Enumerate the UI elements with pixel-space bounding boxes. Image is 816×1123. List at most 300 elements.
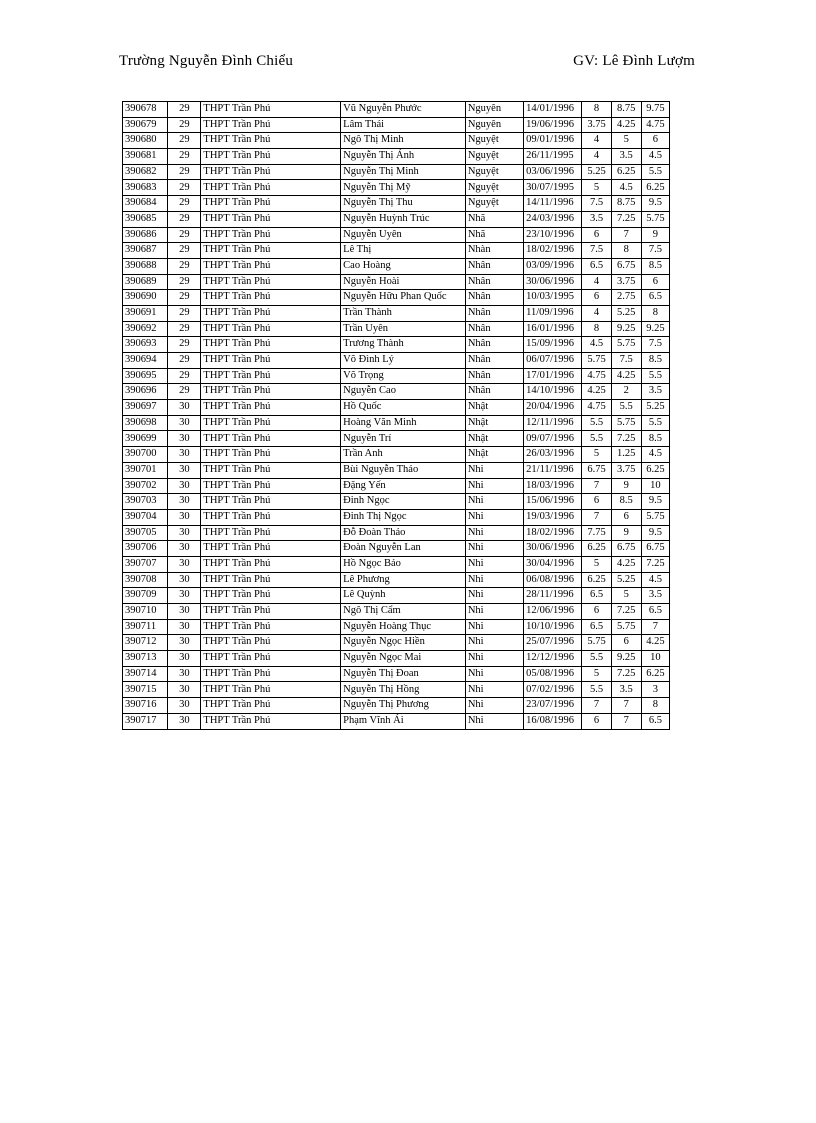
room-cell: 30	[168, 572, 201, 588]
table-row	[123, 321, 670, 337]
score-3-cell: 4.75	[641, 117, 669, 133]
surname-cell: Trần Thành	[341, 305, 466, 321]
birthdate-cell: 17/01/1996	[524, 368, 582, 384]
school-cell: THPT Trần Phú	[201, 588, 341, 604]
score-2-cell: 5.75	[611, 415, 641, 431]
score-1-cell: 7.5	[582, 196, 611, 212]
table-row	[123, 666, 670, 682]
room-cell: 29	[168, 117, 201, 133]
student-id-cell: 390701	[123, 462, 168, 478]
score-2-cell: 5.75	[611, 619, 641, 635]
table-row	[123, 415, 670, 431]
table-row	[123, 353, 670, 369]
student-id-cell: 390708	[123, 572, 168, 588]
surname-cell: Nguyễn Thị Phương	[341, 698, 466, 714]
birthdate-cell: 24/03/1996	[524, 211, 582, 227]
table-row	[123, 509, 670, 525]
given-name-cell: Nhi	[465, 572, 523, 588]
score-2-cell: 9	[611, 525, 641, 541]
score-1-cell: 3.5	[582, 211, 611, 227]
score-1-cell: 6	[582, 713, 611, 729]
table-row	[123, 133, 670, 149]
school-cell: THPT Trần Phú	[201, 462, 341, 478]
student-id-cell: 390698	[123, 415, 168, 431]
score-3-cell: 9.5	[641, 494, 669, 510]
score-1-cell: 5.5	[582, 651, 611, 667]
given-name-cell: Nguyên	[465, 117, 523, 133]
table-row	[123, 227, 670, 243]
score-3-cell: 8.5	[641, 431, 669, 447]
birthdate-cell: 14/01/1996	[524, 102, 582, 118]
surname-cell: Đinh Ngọc	[341, 494, 466, 510]
birthdate-cell: 09/07/1996	[524, 431, 582, 447]
given-name-cell: Nguyên	[465, 102, 523, 118]
birthdate-cell: 03/06/1996	[524, 164, 582, 180]
birthdate-cell: 19/06/1996	[524, 117, 582, 133]
school-cell: THPT Trần Phú	[201, 635, 341, 651]
given-name-cell: Nhân	[465, 384, 523, 400]
room-cell: 30	[168, 604, 201, 620]
birthdate-cell: 03/09/1996	[524, 258, 582, 274]
birthdate-cell: 25/07/1996	[524, 635, 582, 651]
score-3-cell: 5.75	[641, 211, 669, 227]
school-cell: THPT Trần Phú	[201, 164, 341, 180]
score-2-cell: 7.25	[611, 211, 641, 227]
table-row	[123, 243, 670, 259]
student-id-cell: 390717	[123, 713, 168, 729]
surname-cell: Lê Quỳnh	[341, 588, 466, 604]
score-1-cell: 8	[582, 102, 611, 118]
school-cell: THPT Trần Phú	[201, 572, 341, 588]
table-row	[123, 713, 670, 729]
score-2-cell: 6	[611, 509, 641, 525]
room-cell: 29	[168, 274, 201, 290]
score-1-cell: 5	[582, 180, 611, 196]
birthdate-cell: 16/01/1996	[524, 321, 582, 337]
room-cell: 30	[168, 431, 201, 447]
score-3-cell: 5.25	[641, 400, 669, 416]
surname-cell: Nguyễn Uyên	[341, 227, 466, 243]
school-cell: THPT Trần Phú	[201, 227, 341, 243]
table-row	[123, 635, 670, 651]
score-3-cell: 4.5	[641, 572, 669, 588]
score-3-cell: 6.5	[641, 713, 669, 729]
student-id-cell: 390709	[123, 588, 168, 604]
score-2-cell: 3.5	[611, 682, 641, 698]
score-3-cell: 7.5	[641, 243, 669, 259]
score-1-cell: 3.75	[582, 117, 611, 133]
student-id-cell: 390680	[123, 133, 168, 149]
school-cell: THPT Trần Phú	[201, 368, 341, 384]
school-cell: THPT Trần Phú	[201, 290, 341, 306]
school-cell: THPT Trần Phú	[201, 619, 341, 635]
score-2-cell: 7.25	[611, 431, 641, 447]
score-1-cell: 4.5	[582, 337, 611, 353]
score-1-cell: 4	[582, 133, 611, 149]
student-id-cell: 390681	[123, 149, 168, 165]
birthdate-cell: 15/06/1996	[524, 494, 582, 510]
room-cell: 29	[168, 258, 201, 274]
score-3-cell: 6.25	[641, 462, 669, 478]
room-cell: 29	[168, 149, 201, 165]
given-name-cell: Nhi	[465, 462, 523, 478]
score-3-cell: 8.5	[641, 353, 669, 369]
score-3-cell: 10	[641, 651, 669, 667]
student-score-table	[122, 101, 670, 730]
given-name-cell: Nhi	[465, 604, 523, 620]
given-name-cell: Nhật	[465, 415, 523, 431]
surname-cell: Nguyễn Thị Hồng	[341, 682, 466, 698]
table-row	[123, 400, 670, 416]
room-cell: 29	[168, 321, 201, 337]
table-row	[123, 149, 670, 165]
school-cell: THPT Trần Phú	[201, 478, 341, 494]
surname-cell: Lê Thị	[341, 243, 466, 259]
score-2-cell: 5	[611, 133, 641, 149]
room-cell: 30	[168, 525, 201, 541]
score-2-cell: 6	[611, 635, 641, 651]
score-2-cell: 3.75	[611, 462, 641, 478]
score-3-cell: 7	[641, 619, 669, 635]
school-cell: THPT Trần Phú	[201, 415, 341, 431]
score-2-cell: 2	[611, 384, 641, 400]
student-id-cell: 390706	[123, 541, 168, 557]
room-cell: 29	[168, 164, 201, 180]
score-1-cell: 6.25	[582, 572, 611, 588]
given-name-cell: Nhật	[465, 400, 523, 416]
birthdate-cell: 05/08/1996	[524, 666, 582, 682]
score-3-cell: 3	[641, 682, 669, 698]
birthdate-cell: 30/06/1996	[524, 274, 582, 290]
room-cell: 29	[168, 353, 201, 369]
score-1-cell: 7	[582, 698, 611, 714]
given-name-cell: Nhi	[465, 478, 523, 494]
given-name-cell: Nhi	[465, 588, 523, 604]
score-2-cell: 7.25	[611, 666, 641, 682]
school-cell: THPT Trần Phú	[201, 274, 341, 290]
school-cell: THPT Trần Phú	[201, 211, 341, 227]
score-1-cell: 5.5	[582, 431, 611, 447]
surname-cell: Võ Trọng	[341, 368, 466, 384]
birthdate-cell: 23/07/1996	[524, 698, 582, 714]
given-name-cell: Nguyệt	[465, 164, 523, 180]
table-row	[123, 604, 670, 620]
score-1-cell: 4.75	[582, 368, 611, 384]
birthdate-cell: 14/10/1996	[524, 384, 582, 400]
room-cell: 29	[168, 305, 201, 321]
given-name-cell: Nhã	[465, 227, 523, 243]
school-cell: THPT Trần Phú	[201, 243, 341, 259]
score-3-cell: 9.75	[641, 102, 669, 118]
birthdate-cell: 10/10/1996	[524, 619, 582, 635]
table-row	[123, 258, 670, 274]
score-3-cell: 9.25	[641, 321, 669, 337]
score-2-cell: 5.25	[611, 305, 641, 321]
table-row	[123, 494, 670, 510]
student-id-cell: 390684	[123, 196, 168, 212]
school-header: Trường Nguyễn Đình Chiểu	[119, 53, 294, 69]
score-2-cell: 7.5	[611, 353, 641, 369]
birthdate-cell: 18/02/1996	[524, 525, 582, 541]
school-cell: THPT Trần Phú	[201, 305, 341, 321]
given-name-cell: Nhi	[465, 509, 523, 525]
birthdate-cell: 20/04/1996	[524, 400, 582, 416]
given-name-cell: Nhi	[465, 666, 523, 682]
given-name-cell: Nhân	[465, 290, 523, 306]
score-2-cell: 3.5	[611, 149, 641, 165]
school-cell: THPT Trần Phú	[201, 431, 341, 447]
student-id-cell: 390690	[123, 290, 168, 306]
score-1-cell: 7	[582, 478, 611, 494]
given-name-cell: Nhân	[465, 337, 523, 353]
score-2-cell: 2.75	[611, 290, 641, 306]
score-3-cell: 6	[641, 274, 669, 290]
student-id-cell: 390700	[123, 447, 168, 463]
given-name-cell: Nhi	[465, 651, 523, 667]
student-id-cell: 390705	[123, 525, 168, 541]
given-name-cell: Nhã	[465, 211, 523, 227]
score-2-cell: 4.25	[611, 556, 641, 572]
table-row	[123, 478, 670, 494]
student-id-cell: 390707	[123, 556, 168, 572]
score-2-cell: 9.25	[611, 651, 641, 667]
table-row	[123, 164, 670, 180]
given-name-cell: Nhi	[465, 556, 523, 572]
room-cell: 29	[168, 290, 201, 306]
score-3-cell: 4.5	[641, 149, 669, 165]
school-cell: THPT Trần Phú	[201, 196, 341, 212]
score-3-cell: 5.5	[641, 368, 669, 384]
surname-cell: Nguyễn Cao	[341, 384, 466, 400]
score-3-cell: 9	[641, 227, 669, 243]
given-name-cell: Nguyệt	[465, 133, 523, 149]
room-cell: 29	[168, 384, 201, 400]
school-cell: THPT Trần Phú	[201, 133, 341, 149]
surname-cell: Đinh Thị Ngọc	[341, 509, 466, 525]
score-2-cell: 7	[611, 227, 641, 243]
birthdate-cell: 12/11/1996	[524, 415, 582, 431]
score-2-cell: 5.5	[611, 400, 641, 416]
student-id-cell: 390687	[123, 243, 168, 259]
student-id-cell: 390686	[123, 227, 168, 243]
school-cell: THPT Trần Phú	[201, 384, 341, 400]
room-cell: 30	[168, 556, 201, 572]
birthdate-cell: 07/02/1996	[524, 682, 582, 698]
birthdate-cell: 23/10/1996	[524, 227, 582, 243]
score-2-cell: 5	[611, 588, 641, 604]
student-id-cell: 390713	[123, 651, 168, 667]
score-1-cell: 5	[582, 447, 611, 463]
table-row	[123, 572, 670, 588]
school-cell: THPT Trần Phú	[201, 180, 341, 196]
table-row	[123, 117, 670, 133]
surname-cell: Nguyễn Thị Ánh	[341, 149, 466, 165]
table-row	[123, 698, 670, 714]
room-cell: 30	[168, 400, 201, 416]
birthdate-cell: 30/07/1995	[524, 180, 582, 196]
surname-cell: Nguyễn Thị Mỹ	[341, 180, 466, 196]
surname-cell: Nguyễn Hữu Phan Quốc	[341, 290, 466, 306]
score-2-cell: 5.75	[611, 337, 641, 353]
given-name-cell: Nhi	[465, 619, 523, 635]
surname-cell: Phạm Vĩnh Ái	[341, 713, 466, 729]
given-name-cell: Nguyệt	[465, 149, 523, 165]
table-row	[123, 196, 670, 212]
score-3-cell: 5.5	[641, 164, 669, 180]
score-3-cell: 6.25	[641, 666, 669, 682]
school-cell: THPT Trần Phú	[201, 447, 341, 463]
score-1-cell: 6	[582, 494, 611, 510]
given-name-cell: Nhi	[465, 698, 523, 714]
score-3-cell: 9.5	[641, 525, 669, 541]
table-row	[123, 588, 670, 604]
score-2-cell: 9.25	[611, 321, 641, 337]
room-cell: 29	[168, 133, 201, 149]
table-row	[123, 619, 670, 635]
surname-cell: Nguyễn Hoàng Thục	[341, 619, 466, 635]
given-name-cell: Nhi	[465, 635, 523, 651]
birthdate-cell: 11/09/1996	[524, 305, 582, 321]
table-row	[123, 431, 670, 447]
score-1-cell: 4.25	[582, 384, 611, 400]
surname-cell: Bùi Nguyễn Thảo	[341, 462, 466, 478]
score-1-cell: 6.25	[582, 541, 611, 557]
room-cell: 30	[168, 462, 201, 478]
student-id-cell: 390697	[123, 400, 168, 416]
student-id-cell: 390693	[123, 337, 168, 353]
birthdate-cell: 06/08/1996	[524, 572, 582, 588]
room-cell: 30	[168, 713, 201, 729]
surname-cell: Nguyễn Huỳnh Trúc	[341, 211, 466, 227]
birthdate-cell: 18/02/1996	[524, 243, 582, 259]
score-1-cell: 6	[582, 290, 611, 306]
room-cell: 30	[168, 682, 201, 698]
score-3-cell: 10	[641, 478, 669, 494]
score-3-cell: 9.5	[641, 196, 669, 212]
birthdate-cell: 12/06/1996	[524, 604, 582, 620]
score-3-cell: 5.75	[641, 509, 669, 525]
birthdate-cell: 26/11/1995	[524, 149, 582, 165]
surname-cell: Nguyễn Trí	[341, 431, 466, 447]
score-2-cell: 5.25	[611, 572, 641, 588]
score-3-cell: 5.5	[641, 415, 669, 431]
given-name-cell: Nhật	[465, 447, 523, 463]
score-1-cell: 6.5	[582, 588, 611, 604]
room-cell: 30	[168, 415, 201, 431]
student-id-cell: 390696	[123, 384, 168, 400]
room-cell: 30	[168, 541, 201, 557]
birthdate-cell: 28/11/1996	[524, 588, 582, 604]
given-name-cell: Nguyệt	[465, 180, 523, 196]
surname-cell: Nguyễn Thị Minh	[341, 164, 466, 180]
surname-cell: Đỗ Đoàn Thảo	[341, 525, 466, 541]
room-cell: 30	[168, 698, 201, 714]
table-row	[123, 651, 670, 667]
birthdate-cell: 09/01/1996	[524, 133, 582, 149]
room-cell: 30	[168, 666, 201, 682]
score-1-cell: 5	[582, 666, 611, 682]
surname-cell: Hồ Quốc	[341, 400, 466, 416]
score-2-cell: 8	[611, 243, 641, 259]
birthdate-cell: 19/03/1996	[524, 509, 582, 525]
table-row	[123, 462, 670, 478]
given-name-cell: Nhân	[465, 258, 523, 274]
school-cell: THPT Trần Phú	[201, 400, 341, 416]
given-name-cell: Nhi	[465, 682, 523, 698]
teacher-header: GV: Lê Đình Lượm	[573, 53, 695, 69]
school-cell: THPT Trần Phú	[201, 651, 341, 667]
score-3-cell: 6.75	[641, 541, 669, 557]
birthdate-cell: 18/03/1996	[524, 478, 582, 494]
score-2-cell: 7	[611, 698, 641, 714]
surname-cell: Trần Uyên	[341, 321, 466, 337]
given-name-cell: Nhân	[465, 305, 523, 321]
school-cell: THPT Trần Phú	[201, 666, 341, 682]
table-row	[123, 556, 670, 572]
surname-cell: Hoàng Văn Minh	[341, 415, 466, 431]
school-cell: THPT Trần Phú	[201, 682, 341, 698]
room-cell: 30	[168, 509, 201, 525]
room-cell: 29	[168, 227, 201, 243]
table-row	[123, 541, 670, 557]
student-id-cell: 390702	[123, 478, 168, 494]
score-3-cell: 7.25	[641, 556, 669, 572]
school-cell: THPT Trần Phú	[201, 102, 341, 118]
score-1-cell: 5.25	[582, 164, 611, 180]
school-cell: THPT Trần Phú	[201, 117, 341, 133]
room-cell: 29	[168, 211, 201, 227]
surname-cell: Cao Hoàng	[341, 258, 466, 274]
student-id-cell: 390704	[123, 509, 168, 525]
score-1-cell: 6.5	[582, 619, 611, 635]
student-id-cell: 390694	[123, 353, 168, 369]
school-cell: THPT Trần Phú	[201, 556, 341, 572]
given-name-cell: Nguyệt	[465, 196, 523, 212]
surname-cell: Nguyễn Thị Thu	[341, 196, 466, 212]
student-id-cell: 390716	[123, 698, 168, 714]
room-cell: 30	[168, 651, 201, 667]
given-name-cell: Nhi	[465, 494, 523, 510]
student-id-cell: 390699	[123, 431, 168, 447]
score-2-cell: 4.5	[611, 180, 641, 196]
room-cell: 30	[168, 494, 201, 510]
score-1-cell: 5.75	[582, 353, 611, 369]
given-name-cell: Nhân	[465, 321, 523, 337]
score-3-cell: 6.5	[641, 290, 669, 306]
room-cell: 30	[168, 619, 201, 635]
school-cell: THPT Trần Phú	[201, 353, 341, 369]
table-row	[123, 290, 670, 306]
score-1-cell: 5.5	[582, 415, 611, 431]
score-1-cell: 4	[582, 274, 611, 290]
score-2-cell: 6.75	[611, 541, 641, 557]
birthdate-cell: 21/11/1996	[524, 462, 582, 478]
school-cell: THPT Trần Phú	[201, 149, 341, 165]
birthdate-cell: 10/03/1995	[524, 290, 582, 306]
surname-cell: Lâm Thái	[341, 117, 466, 133]
score-3-cell: 3.5	[641, 588, 669, 604]
score-1-cell: 4.75	[582, 400, 611, 416]
score-2-cell: 7.25	[611, 604, 641, 620]
surname-cell: Võ Đình Lý	[341, 353, 466, 369]
table-row	[123, 682, 670, 698]
birthdate-cell: 06/07/1996	[524, 353, 582, 369]
school-cell: THPT Trần Phú	[201, 541, 341, 557]
score-2-cell: 8.75	[611, 102, 641, 118]
student-id-cell: 390715	[123, 682, 168, 698]
birthdate-cell: 15/09/1996	[524, 337, 582, 353]
score-1-cell: 6	[582, 227, 611, 243]
